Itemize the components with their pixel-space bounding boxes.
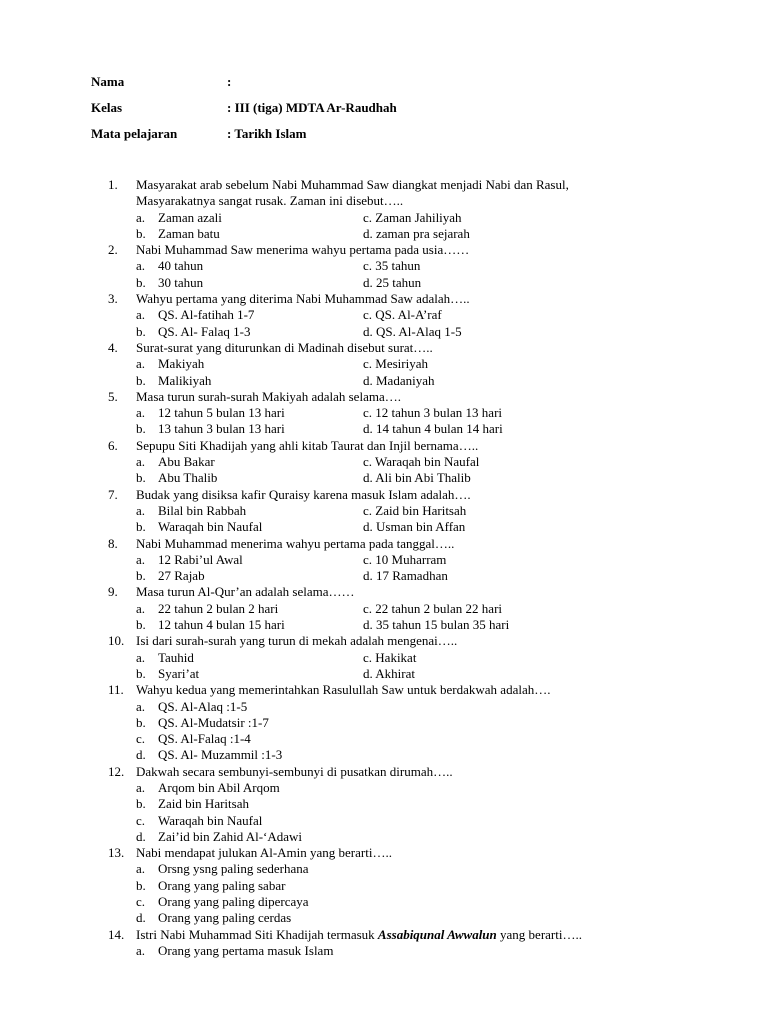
option-text: 25 tahun xyxy=(376,274,422,290)
option-letter: b. xyxy=(136,665,146,681)
option-row xyxy=(0,780,768,796)
answer-option xyxy=(363,258,420,274)
answer-option xyxy=(136,666,199,682)
question-item xyxy=(0,764,768,845)
option-text: Akhirat xyxy=(375,665,416,681)
option-row xyxy=(0,910,768,926)
question-text: Surat-surat yang diturunkan di Madinah disebut surat….. xyxy=(136,339,433,355)
option-letter: c. xyxy=(363,307,373,323)
question-line xyxy=(0,764,768,780)
answer-option xyxy=(363,650,416,666)
option-row xyxy=(0,829,768,845)
option-letter: c. xyxy=(136,731,146,747)
option-letter: d. xyxy=(363,225,373,241)
question-number: 9. xyxy=(108,584,118,600)
question-number: 5. xyxy=(108,388,118,404)
option-text: 22 tahun 2 bulan 2 hari xyxy=(158,600,279,616)
answer-option xyxy=(136,275,203,291)
option-text: 12 tahun 5 bulan 13 hari xyxy=(158,405,285,421)
option-letter: b. xyxy=(136,877,146,893)
option-row xyxy=(0,601,768,617)
option-text: 12 Rabi’ul Awal xyxy=(158,551,243,567)
answer-option xyxy=(136,943,333,959)
option-row xyxy=(0,894,768,910)
answer-option xyxy=(136,617,285,633)
answer-option xyxy=(136,796,249,812)
option-letter: c. xyxy=(363,405,373,421)
question-text: Dakwah secara sembunyi-sembunyi di pusatkan dirumah….. xyxy=(136,763,453,779)
answer-option xyxy=(136,454,215,470)
question-line xyxy=(0,536,768,552)
option-letter: c. xyxy=(363,551,373,567)
option-row xyxy=(0,373,768,389)
option-text: zaman pra sejarah xyxy=(376,225,470,241)
option-text: Abu Bakar xyxy=(158,454,215,470)
question-line xyxy=(0,438,768,454)
option-text: 22 tahun 2 bulan 22 hari xyxy=(375,600,503,616)
option-letter: d. xyxy=(363,372,373,388)
answer-option xyxy=(136,421,285,437)
answer-option xyxy=(363,617,509,633)
option-text: Waraqah bin Naufal xyxy=(158,519,263,535)
option-letter: a. xyxy=(136,649,146,665)
question-text: Masa turun surah-surah Makiyah adalah selama…. xyxy=(136,388,401,404)
option-text: 40 tahun xyxy=(158,258,204,274)
question-number: 1. xyxy=(108,177,118,192)
option-letter: b. xyxy=(136,568,146,584)
answer-option xyxy=(363,405,502,421)
option-row xyxy=(0,226,768,242)
answer-option xyxy=(363,210,462,226)
answer-option xyxy=(136,568,205,584)
option-letter: d. xyxy=(363,323,373,339)
question-item xyxy=(0,177,768,242)
answer-option xyxy=(136,373,211,389)
option-letter: a. xyxy=(136,861,146,877)
option-row xyxy=(0,878,768,894)
answer-option xyxy=(136,552,243,568)
answer-option xyxy=(363,454,479,470)
question-number: 11. xyxy=(108,682,124,698)
option-letter: a. xyxy=(136,551,146,567)
option-letter: b. xyxy=(136,323,146,339)
option-text: Zaman Jahiliyah xyxy=(375,209,462,225)
option-letter: b. xyxy=(136,470,146,486)
option-letter: c. xyxy=(363,454,373,470)
option-letter: b. xyxy=(136,372,146,388)
option-letter: a. xyxy=(136,307,146,323)
answer-option xyxy=(136,715,269,731)
option-text: Bilal bin Rabbah xyxy=(158,502,247,518)
option-text: Orang yang paling dipercaya xyxy=(158,894,309,910)
option-letter: c. xyxy=(363,356,373,372)
option-row xyxy=(0,470,768,486)
answer-option xyxy=(136,878,285,894)
question-text: Nabi Muhammad Saw menerima wahyu pertama pada usia…… xyxy=(136,242,470,258)
option-text: Tauhid xyxy=(158,649,194,665)
option-letter: b. xyxy=(136,225,146,241)
answer-option xyxy=(363,307,442,323)
option-text: 27 Rajab xyxy=(158,568,205,584)
option-letter: c. xyxy=(363,258,373,274)
option-text: Waraqah bin Naufal xyxy=(375,454,480,470)
option-row xyxy=(0,715,768,731)
option-row xyxy=(0,666,768,682)
question-number: 4. xyxy=(108,339,118,355)
option-letter: d. xyxy=(363,665,373,681)
question-line xyxy=(0,927,768,943)
option-row xyxy=(0,552,768,568)
answer-option xyxy=(136,519,262,535)
option-text: 10 Muharram xyxy=(375,551,447,567)
option-letter: b. xyxy=(136,714,146,730)
question-item xyxy=(0,291,768,340)
option-letter: a. xyxy=(136,600,146,616)
kelas-value: : III (tiga) MDTA Ar-Raudhah xyxy=(227,100,397,115)
option-text: QS. Al-fatihah 1-7 xyxy=(158,307,255,323)
question-item xyxy=(0,633,768,682)
option-row xyxy=(0,617,768,633)
option-text: Zai’id bin Zahid Al-‘Adawi xyxy=(158,828,303,844)
option-text: QS. Al-Falaq :1-4 xyxy=(158,731,251,747)
option-text: Zaman azali xyxy=(158,209,222,225)
question-text-before: Istri Nabi Muhammad Siti Khadijah termasuk xyxy=(136,926,378,942)
answer-option xyxy=(136,226,220,242)
answer-option xyxy=(363,226,470,242)
option-text: Zaid bin Haritsah xyxy=(375,502,467,518)
option-letter: a. xyxy=(136,258,146,274)
nama-label: Nama xyxy=(91,74,125,89)
option-letter: c. xyxy=(363,502,373,518)
answer-option xyxy=(363,503,466,519)
option-text: Zaman batu xyxy=(158,225,220,241)
option-row xyxy=(0,421,768,437)
question-text xyxy=(136,927,582,943)
option-row xyxy=(0,210,768,226)
answer-option xyxy=(363,568,448,584)
option-letter: c. xyxy=(136,894,146,910)
question-number: 10. xyxy=(108,633,125,649)
question-number: 6. xyxy=(108,437,118,453)
option-row xyxy=(0,731,768,747)
question-text: Nabi mendapat julukan Al-Amin yang berarti….. xyxy=(136,845,392,861)
option-row xyxy=(0,258,768,274)
answer-option xyxy=(136,503,246,519)
question-line xyxy=(0,389,768,405)
option-letter: b. xyxy=(136,617,146,633)
option-row xyxy=(0,568,768,584)
question-text: Nabi Muhammad menerima wahyu pertama pada tanggal….. xyxy=(136,535,455,551)
option-letter: d. xyxy=(136,910,146,926)
question-item xyxy=(0,927,768,960)
answer-option xyxy=(136,307,254,323)
option-text: QS. Al- Falaq 1-3 xyxy=(158,323,251,339)
question-line xyxy=(0,242,768,258)
question-item xyxy=(0,242,768,291)
question-item xyxy=(0,438,768,487)
option-letter: d. xyxy=(363,568,373,584)
option-letter: a. xyxy=(136,405,146,421)
question-item xyxy=(0,584,768,633)
option-letter: a. xyxy=(136,698,146,714)
question-item xyxy=(0,340,768,389)
question-number: 13. xyxy=(108,845,125,861)
question-text: Masa turun Al-Qur’an adalah selama…… xyxy=(136,584,355,600)
kelas-label: Kelas xyxy=(91,100,123,115)
option-letter: a. xyxy=(136,942,146,958)
question-item xyxy=(0,389,768,438)
question-line xyxy=(0,633,768,649)
answer-option xyxy=(136,324,250,340)
answer-option xyxy=(363,519,465,535)
answer-option xyxy=(363,666,415,682)
option-text: Arqom bin Abil Arqom xyxy=(158,779,280,795)
question-line xyxy=(0,193,768,209)
question-number: 2. xyxy=(108,242,118,258)
option-row xyxy=(0,747,768,763)
option-letter: c. xyxy=(363,649,373,665)
answer-option xyxy=(136,813,262,829)
question-text: Masyarakat arab sebelum Nabi Muhammad Saw diangkat menjadi Nabi dan Rasul, xyxy=(136,177,569,192)
option-letter: b. xyxy=(136,519,146,535)
option-row xyxy=(0,405,768,421)
question-text: Wahyu kedua yang memerintahkan Rasulullah Saw untuk berdakwah adalah…. xyxy=(136,682,551,698)
question-text: Budak yang disiksa kafir Quraisy karena masuk Islam adalah…. xyxy=(136,486,471,502)
option-text: Abu Thalib xyxy=(158,470,218,486)
option-text: 13 tahun 3 bulan 13 hari xyxy=(158,421,285,437)
question-item xyxy=(0,845,768,926)
option-text: QS. Al- Muzammil :1-3 xyxy=(158,747,283,763)
question-item xyxy=(0,487,768,536)
option-text: QS. Al-Alaq :1-5 xyxy=(158,698,248,714)
option-letter: b. xyxy=(136,421,146,437)
option-letter: a. xyxy=(136,356,146,372)
answer-option xyxy=(136,699,247,715)
option-text: QS. Al-Alaq 1-5 xyxy=(376,323,462,339)
option-text: Madaniyah xyxy=(376,372,435,388)
question-number: 14. xyxy=(108,926,125,942)
answer-option xyxy=(136,405,285,421)
option-text: 35 tahun xyxy=(375,258,421,274)
question-text-emphasis: Assabiqunal Awwalun xyxy=(377,926,497,942)
option-letter: a. xyxy=(136,454,146,470)
option-row xyxy=(0,356,768,372)
option-letter: c. xyxy=(136,812,146,828)
option-letter: d. xyxy=(363,470,373,486)
option-row xyxy=(0,699,768,715)
answer-option xyxy=(363,421,503,437)
option-letter: a. xyxy=(136,502,146,518)
option-text: Mesiriyah xyxy=(375,356,428,372)
option-row xyxy=(0,813,768,829)
mapel-label: Mata pelajaran xyxy=(91,126,178,141)
option-text: Waraqah bin Naufal xyxy=(158,812,263,828)
option-text: QS. Al-A’raf xyxy=(375,307,442,323)
answer-option xyxy=(136,601,278,617)
option-text: Usman bin Affan xyxy=(376,519,466,535)
answer-option xyxy=(363,601,502,617)
option-letter: c. xyxy=(363,209,373,225)
question-item xyxy=(0,682,768,763)
option-text: Syari’at xyxy=(158,665,200,681)
question-number: 8. xyxy=(108,535,118,551)
question-line xyxy=(0,682,768,698)
question-line xyxy=(0,487,768,503)
question-text-after: yang berarti….. xyxy=(496,926,582,942)
option-text: 35 tahun 15 bulan 35 hari xyxy=(376,617,510,633)
option-text: Malikiyah xyxy=(158,372,212,388)
option-letter: d. xyxy=(136,828,146,844)
nama-value: : xyxy=(227,74,232,89)
question-line xyxy=(0,584,768,600)
option-row xyxy=(0,324,768,340)
answer-option xyxy=(136,210,222,226)
answer-option xyxy=(136,894,309,910)
option-text: Hakikat xyxy=(375,649,417,665)
option-row xyxy=(0,861,768,877)
answer-option xyxy=(363,373,434,389)
option-text: Ali bin Abi Thalib xyxy=(375,470,471,486)
option-letter: d. xyxy=(363,421,373,437)
option-text: 30 tahun xyxy=(158,274,204,290)
option-row xyxy=(0,454,768,470)
option-text: Orsng ysng paling sederhana xyxy=(158,861,309,877)
option-row xyxy=(0,503,768,519)
option-letter: d. xyxy=(363,519,373,535)
answer-option xyxy=(136,650,194,666)
answer-option xyxy=(136,747,282,763)
question-line xyxy=(0,845,768,861)
answer-option xyxy=(136,780,280,796)
option-letter: b. xyxy=(136,796,146,812)
question-text: Sepupu Siti Khadijah yang ahli kitab Taurat dan Injil bernama….. xyxy=(136,437,479,453)
option-letter: a. xyxy=(136,779,146,795)
question-number: 3. xyxy=(108,291,118,307)
option-text: 17 Ramadhan xyxy=(376,568,448,584)
question-line xyxy=(0,177,768,193)
question-number: 7. xyxy=(108,486,118,502)
question-number: 12. xyxy=(108,763,125,779)
option-text: Orang yang paling cerdas xyxy=(158,910,292,926)
question-text: Wahyu pertama yang diterima Nabi Muhammad Saw adalah….. xyxy=(136,291,470,307)
option-letter: c. xyxy=(363,600,373,616)
option-letter: b. xyxy=(136,274,146,290)
option-text: 12 tahun 3 bulan 13 hari xyxy=(375,405,503,421)
question-line xyxy=(0,340,768,356)
question-item xyxy=(0,536,768,585)
question-text: Masyarakatnya sangat rusak. Zaman ini disebut….. xyxy=(136,193,404,209)
option-row xyxy=(0,275,768,291)
option-row xyxy=(0,796,768,812)
question-line xyxy=(0,291,768,307)
answer-option xyxy=(136,356,204,372)
option-text: Orang yang pertama masuk Islam xyxy=(158,942,334,958)
answer-option xyxy=(363,470,471,486)
answer-option xyxy=(136,861,309,877)
answer-option xyxy=(363,552,446,568)
option-text: QS. Al-Mudatsir :1-7 xyxy=(158,714,269,730)
question-list xyxy=(0,177,768,959)
question-text: Isi dari surah-surah yang turun di mekah adalah mengenai….. xyxy=(136,633,458,649)
answer-option xyxy=(363,356,428,372)
option-row xyxy=(0,519,768,535)
option-letter: d. xyxy=(363,274,373,290)
answer-option xyxy=(363,324,462,340)
mapel-value: : Tarikh Islam xyxy=(227,126,307,141)
answer-option xyxy=(136,258,203,274)
option-row xyxy=(0,943,768,959)
answer-option xyxy=(363,275,421,291)
answer-option xyxy=(136,470,217,486)
option-text: Zaid bin Haritsah xyxy=(158,796,249,812)
option-text: 14 tahun 4 bulan 14 hari xyxy=(376,421,503,437)
answer-option xyxy=(136,910,291,926)
option-letter: d. xyxy=(363,617,373,633)
option-row xyxy=(0,307,768,323)
option-text: 12 tahun 4 bulan 15 hari xyxy=(158,617,285,633)
option-letter: d. xyxy=(136,747,146,763)
answer-option xyxy=(136,731,251,747)
option-text: Orang yang paling sabar xyxy=(158,877,286,893)
option-letter: a. xyxy=(136,209,146,225)
option-text: Makiyah xyxy=(158,356,205,372)
option-row xyxy=(0,650,768,666)
answer-option xyxy=(136,829,302,845)
